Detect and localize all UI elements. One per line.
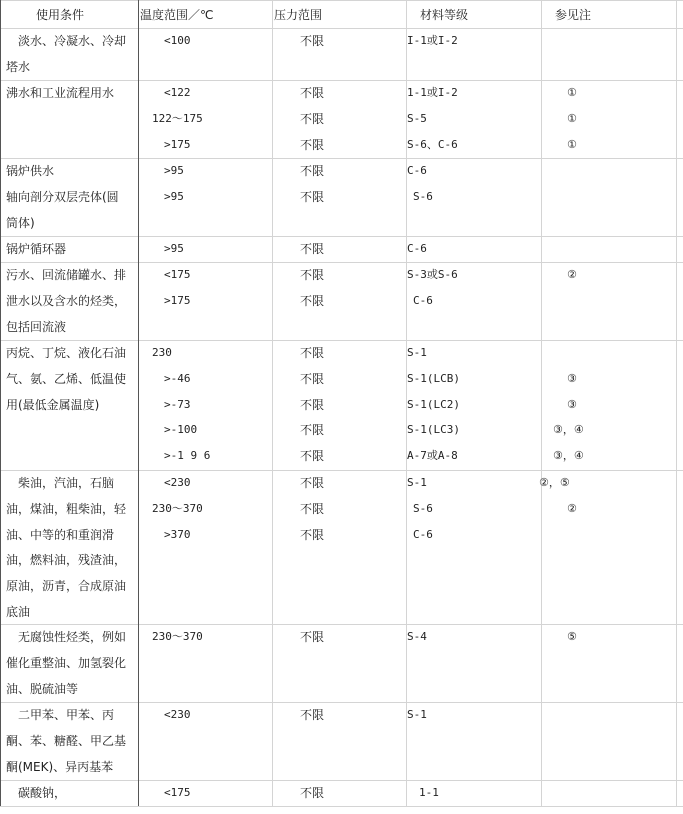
condition-text: 柴油，汽油，石脑 [18,476,115,490]
temperature-cell: >-1 9 6 [164,449,211,463]
table-rule [272,0,273,806]
temperature-cell: >-100 [164,423,198,437]
temperature-cell: <230 [164,708,191,721]
condition-text: 碳酸钠， [18,786,67,800]
material-cell: S-3或S-6 [407,268,458,281]
table-rule [0,0,683,1]
pressure-cell: 不限 [300,346,325,360]
condition-text: 塔水 [6,59,31,74]
condition-text: 包括回流液 [6,319,67,334]
material-cell: C-6 [413,527,433,541]
temperature-cell: >370 [164,527,191,541]
temperature-cell: >175 [164,293,191,307]
table-rule [0,470,683,471]
note-cell: ③，④ [553,449,584,463]
condition-text: 用(最低金属温度) [6,397,100,412]
pressure-cell: 不限 [300,111,325,126]
table-rule [138,0,139,806]
temperature-cell: <100 [164,34,191,47]
condition-text: 油，煤油，粗柴油，轻 [6,501,127,516]
table-rule [0,624,683,625]
note-cell: ③ [567,397,577,411]
material-cell: S-6、C-6 [407,137,458,151]
condition-text: 油，燃料油，残渣油， [6,553,127,568]
temperature-cell: 122～175 [152,111,203,125]
pressure-cell: 不限 [300,86,325,100]
material-cell: I-1或I-2 [407,34,458,47]
table-rule [676,0,677,806]
header-4: 参见注 [555,8,592,22]
table-rule [0,80,683,81]
condition-text: 锅炉循环器 [6,242,67,256]
material-cell: 1-1或I-2 [407,86,458,99]
table-rule [0,158,683,159]
pressure-cell: 不限 [300,786,325,800]
material-cell: S-1 [407,708,427,721]
material-cell: 1-1 [419,786,439,799]
pressure-cell: 不限 [300,268,325,282]
material-cell: S-1 [407,346,427,359]
table-rule [0,262,683,263]
pressure-cell: 不限 [300,371,325,386]
pressure-cell: 不限 [300,630,325,644]
note-cell: ③，④ [553,423,584,437]
material-cell: S-1 [407,476,427,489]
material-cell: S-5 [407,111,427,125]
condition-text: 原油，沥青，合成原油 [6,579,127,594]
material-cell: S-4 [407,630,427,643]
temperature-cell: >-73 [164,397,191,411]
material-cell: S-1(LC2) [407,397,460,411]
condition-text: 轴向剖分双层壳体(圆 [6,189,119,204]
note-cell: ① [567,137,577,151]
header-1: 温度范围／℃ [140,8,214,22]
table-rule [0,340,683,341]
header-3: 材料等级 [420,8,469,22]
pressure-cell: 不限 [300,397,325,412]
condition-text: 淡水、冷凝水、冷却 [18,34,127,48]
material-cell: S-1(LC3) [407,423,460,437]
pressure-cell: 不限 [300,708,325,722]
condition-text: 筒体) [6,215,35,230]
material-cell: S-6 [413,189,433,203]
condition-text: 底油 [6,605,31,619]
material-cell: S-6 [413,501,433,515]
condition-text: 催化重整油、加氢裂化 [6,655,127,670]
condition-text: 油、脱硫油等 [6,681,79,696]
note-cell: ① [567,86,577,99]
condition-text: 沸水和工业流程用水 [6,86,115,100]
table-rule [541,0,542,806]
condition-text: 油、中等的和重润滑 [6,527,115,542]
table-rule [0,702,683,703]
table-rule [0,780,683,781]
header-2: 压力范围 [274,8,323,22]
pressure-cell: 不限 [300,449,325,464]
temperature-cell: <122 [164,86,191,99]
material-cell: C-6 [413,293,433,307]
condition-text: 无腐蚀性烃类，例如 [18,630,127,644]
pressure-cell: 不限 [300,164,325,178]
material-cell: S-1(LCB) [407,371,460,385]
temperature-cell: <175 [164,786,191,799]
pressure-cell: 不限 [300,423,325,438]
table-rule [0,236,683,237]
pressure-cell: 不限 [300,476,325,490]
temperature-cell: 230 [152,346,172,359]
note-cell: ① [567,111,577,125]
temperature-cell: <230 [164,476,191,489]
temperature-cell: <175 [164,268,191,281]
condition-text: 污水、回流储罐水、排 [6,268,127,282]
note-cell: ②，⑤ [539,476,570,489]
note-cell: ② [567,268,577,281]
condition-text: 气、氨、乙烯、低温使 [6,371,127,386]
condition-text: 酮(MEK)、异丙基苯 [6,759,114,774]
condition-text: 二甲苯、甲苯、丙 [18,708,115,722]
material-cell: C-6 [407,164,427,177]
note-cell: ⑤ [567,630,577,643]
temperature-cell: 230～370 [152,630,203,643]
temperature-cell: >95 [164,189,184,203]
pressure-cell: 不限 [300,34,325,48]
pressure-cell: 不限 [300,293,325,308]
note-cell: ② [567,501,577,515]
pressure-cell: 不限 [300,242,325,256]
condition-text: 丙烷、丁烷、液化石油 [6,346,127,360]
material-cell: A-7或A-8 [407,449,458,463]
temperature-cell: >95 [164,164,184,177]
note-cell: ③ [567,371,577,385]
pressure-cell: 不限 [300,189,325,204]
table-rule [0,806,683,807]
table-rule [0,0,1,806]
pressure-cell: 不限 [300,501,325,516]
condition-text: 酮、苯、糖醛、甲乙基 [6,733,127,748]
temperature-cell: >95 [164,242,184,255]
pressure-cell: 不限 [300,527,325,542]
condition-text: 锅炉供水 [6,164,55,178]
pressure-cell: 不限 [300,137,325,152]
condition-text: 泄水以及含水的烃类， [6,293,127,308]
temperature-cell: 230～370 [152,501,203,515]
header-0: 使用条件 [36,8,85,22]
temperature-cell: >-46 [164,371,191,385]
table-rule [0,28,683,29]
temperature-cell: >175 [164,137,191,151]
material-cell: C-6 [407,242,427,255]
